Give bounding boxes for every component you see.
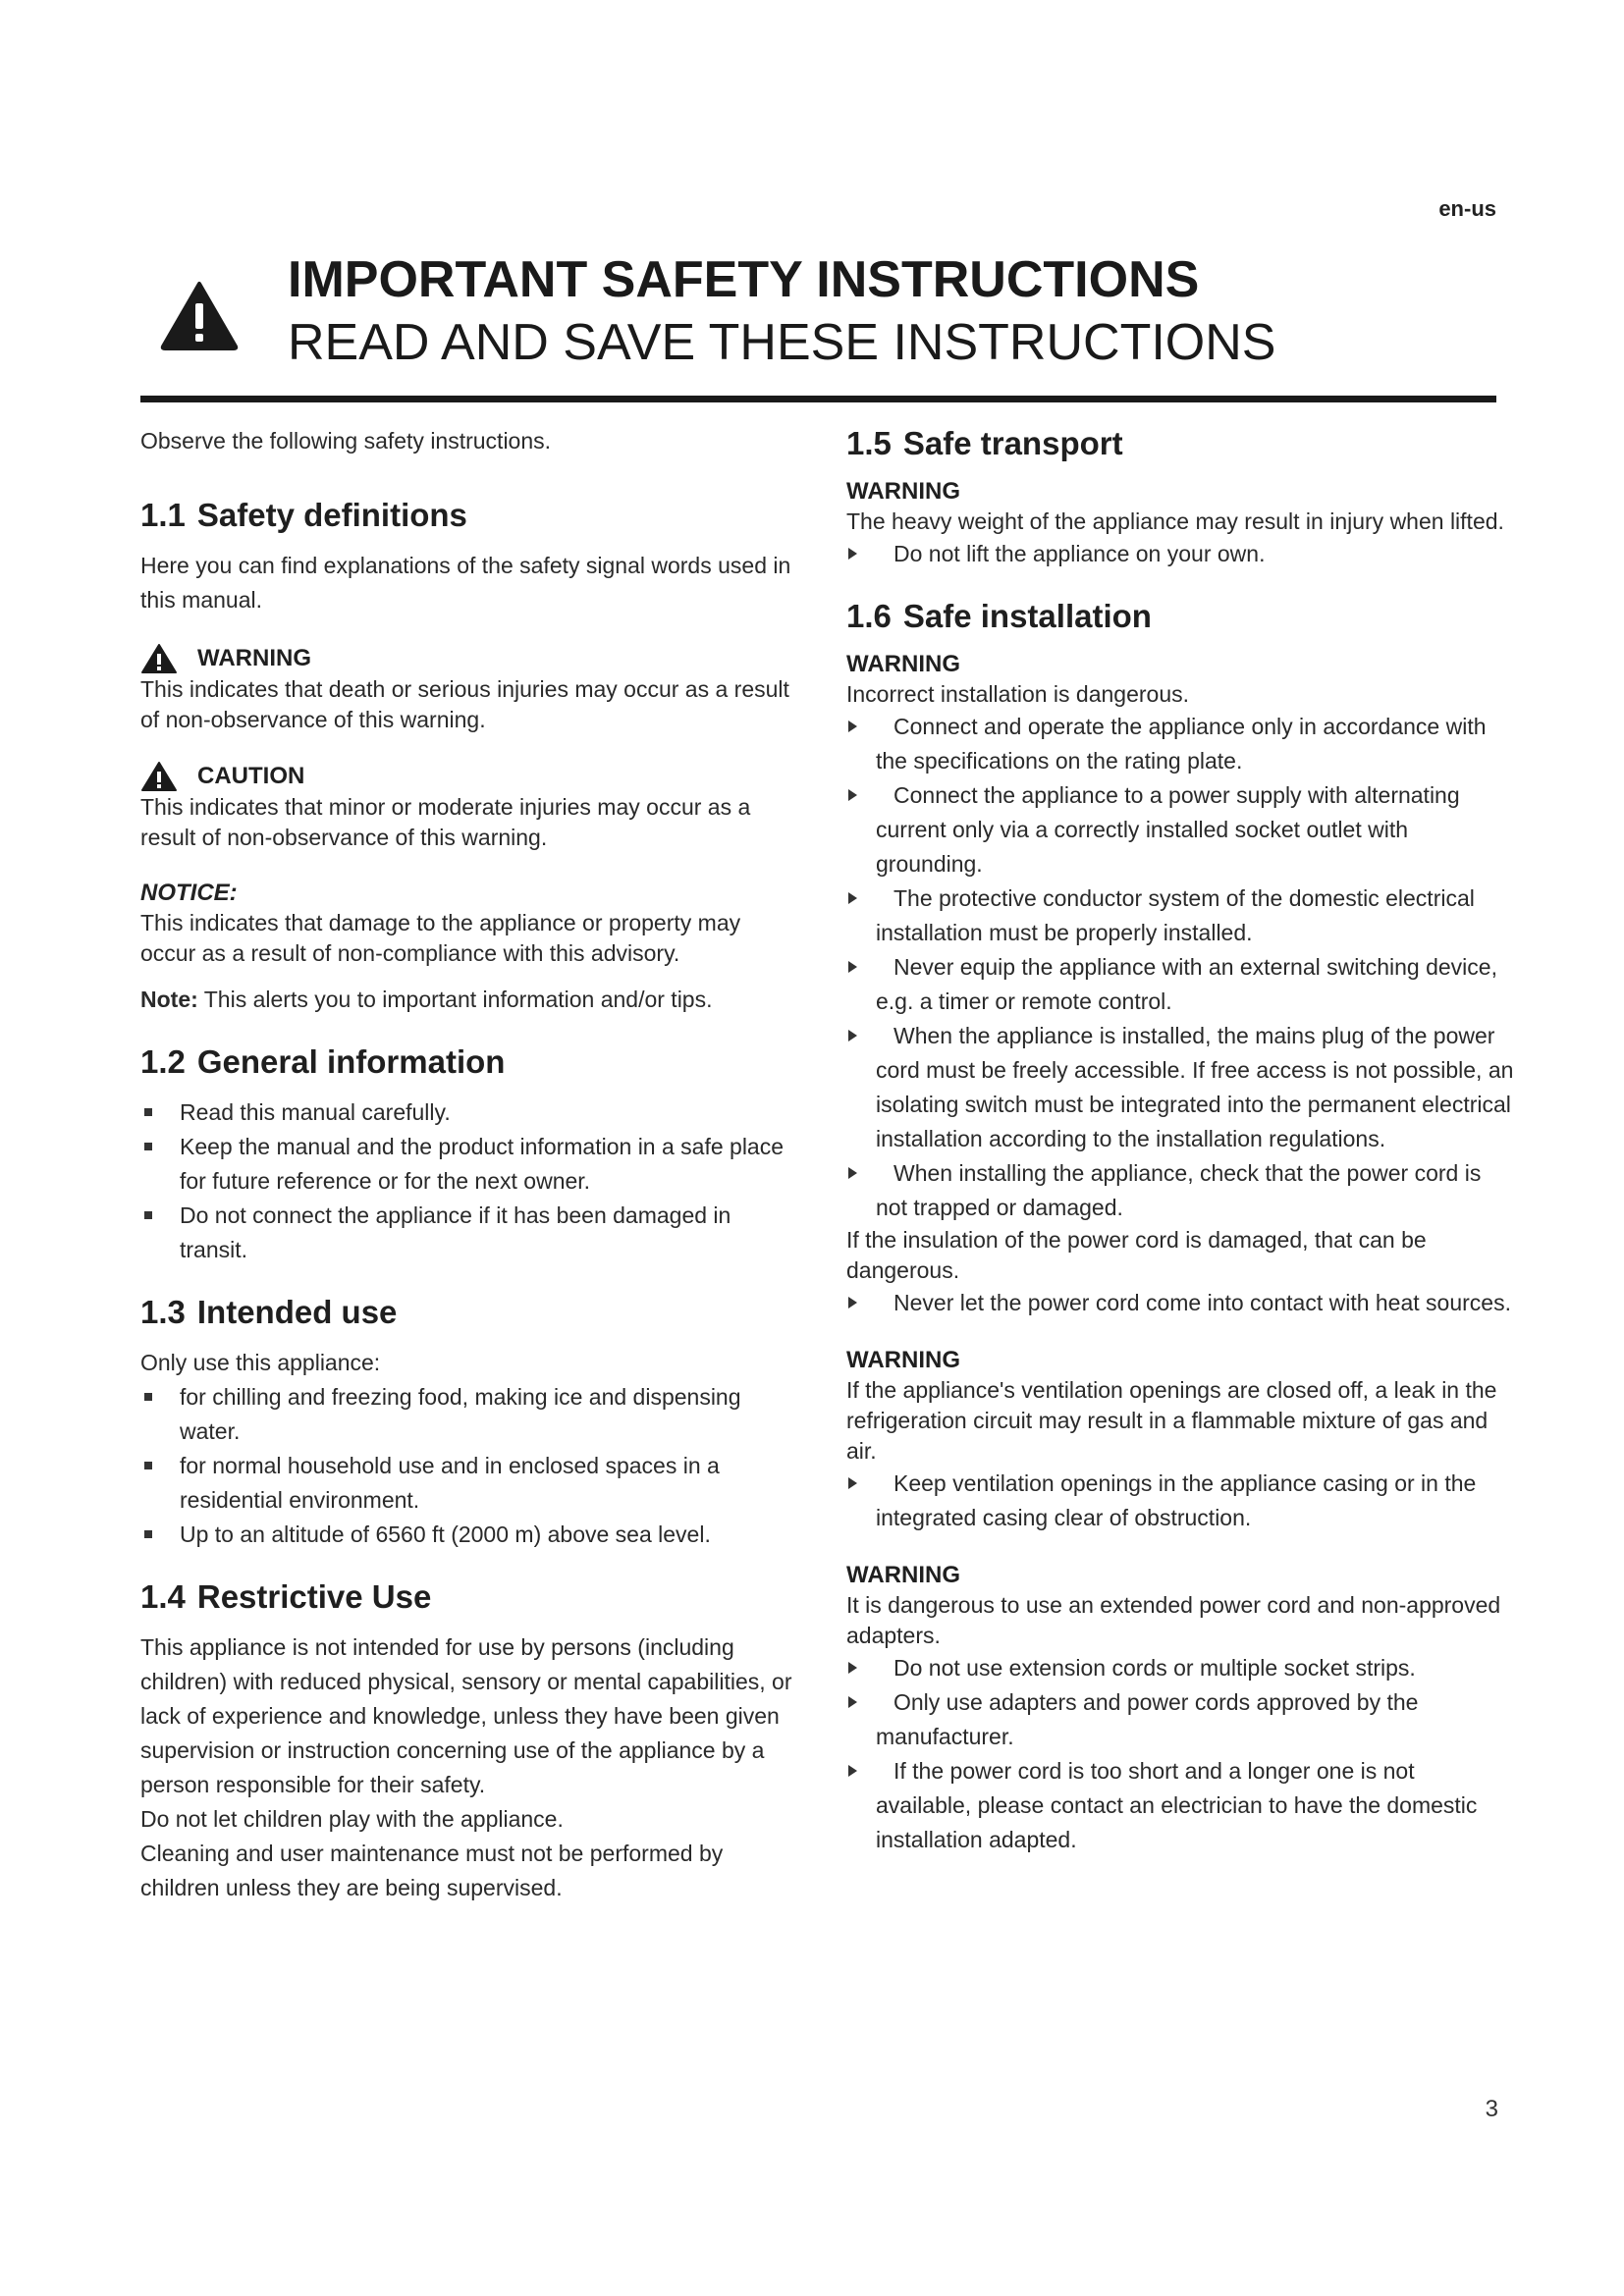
paragraph: Here you can find explanations of the safety signal words used in this manual. — [140, 553, 791, 613]
arrow-list — [846, 1286, 1514, 1320]
bullet-list — [140, 1095, 798, 1267]
paragraph: This indicates that minor or moderate injuries may occur as a result of non-observance of this warning. — [140, 794, 751, 850]
page-number: 3 — [1485, 2096, 1498, 2122]
warning-triangle-icon — [140, 761, 178, 792]
paragraph: If the insulation of the power cord is damaged, that can be dangerous. — [846, 1227, 1427, 1283]
page-subtitle: READ AND SAVE THESE INSTRUCTIONS — [288, 314, 1276, 371]
list-item: for chilling and freezing food, making ice and dispensing water. — [140, 1380, 798, 1449]
section-heading: 1.3 Intended use — [140, 1294, 398, 1330]
list-item: Only use adapters and power cords approved by the manufacturer. — [846, 1685, 1514, 1754]
left-column — [140, 424, 798, 1905]
warning-label: WARNING — [846, 651, 960, 677]
paragraph: This appliance is not intended for use by persons (including children) with reduced physical, sensory or mental capabilities, or lack of experience and knowledge, unless they have been given supervision or instruction concerning use of the appliance by a person responsible for their safety. — [140, 1634, 792, 1797]
bullet-list — [140, 1380, 798, 1552]
paragraph: This indicates that death or serious injuries may occur as a result of non-observance of this warning. — [140, 676, 789, 732]
right-column — [846, 424, 1514, 1857]
list-item: Keep ventilation openings in the appliance casing or in the integrated casing clear of obstruction. — [846, 1467, 1514, 1535]
list-item: Connect and operate the appliance only in accordance with the specifications on the rating plate. — [846, 710, 1514, 778]
paragraph: If the appliance's ventilation openings are closed off, a leak in the refrigeration circuit may result in a flammable mixture of gas and air. — [846, 1377, 1497, 1464]
warning-label: WARNING — [846, 1562, 960, 1588]
section-heading: 1.4 Restrictive Use — [140, 1578, 432, 1615]
list-item: Never equip the appliance with an external switching device, e.g. a timer or remote control. — [846, 950, 1514, 1019]
paragraph: Only use this appliance: — [140, 1350, 381, 1375]
list-item: Do not connect the appliance if it has been damaged in transit. — [140, 1199, 798, 1267]
section-heading: 1.2 General information — [140, 1043, 506, 1080]
list-item: Do not use extension cords or multiple socket strips. — [846, 1651, 1514, 1685]
section-heading: 1.1 Safety definitions — [140, 497, 467, 533]
list-item: Up to an altitude of 6560 ft (2000 m) above sea level. — [140, 1518, 798, 1552]
warning-triangle-icon — [140, 643, 178, 674]
paragraph: The heavy weight of the appliance may result in injury when lifted. — [846, 508, 1504, 534]
page-title: IMPORTANT SAFETY INSTRUCTIONS — [288, 251, 1200, 308]
list-item: Read this manual carefully. — [140, 1095, 798, 1130]
language-code: en-us — [1438, 196, 1496, 221]
arrow-list — [846, 710, 1514, 1225]
list-item: Never let the power cord come into contact with heat sources. — [846, 1286, 1514, 1320]
paragraph: Cleaning and user maintenance must not be performed by children unless they are being supervised. — [140, 1841, 724, 1900]
list-item: When installing the appliance, check that the power cord is not trapped or damaged. — [846, 1156, 1514, 1225]
intro-text: Observe the following safety instructions. — [140, 428, 552, 454]
list-item: for normal household use and in enclosed spaces in a residential environment. — [140, 1449, 798, 1518]
warning-label: WARNING — [140, 643, 798, 674]
caution-label: CAUTION — [140, 761, 798, 792]
warning-label: WARNING — [846, 478, 960, 505]
paragraph: Incorrect installation is dangerous. — [846, 681, 1190, 707]
list-item: When the appliance is installed, the mains plug of the power cord must be freely accessible. If free access is not possible, an isolating switch must be integrated into the permanent electrical installation according to the installation regulations. — [846, 1019, 1514, 1156]
paragraph: Do not let children play with the appliance. — [140, 1806, 564, 1832]
section-heading: 1.6 Safe installation — [846, 598, 1152, 634]
page-header — [140, 250, 1495, 398]
arrow-list — [846, 537, 1514, 571]
section-heading: 1.5 Safe transport — [846, 425, 1123, 461]
warning-label: WARNING — [846, 1347, 960, 1373]
arrow-list — [846, 1651, 1514, 1857]
list-item: Do not lift the appliance on your own. — [846, 537, 1514, 571]
list-item: The protective conductor system of the domestic electrical installation must be properly installed. — [846, 881, 1514, 950]
note-paragraph: Note: This alerts you to important information and/or tips. — [140, 987, 713, 1012]
paragraph: It is dangerous to use an extended power cord and non-approved adapters. — [846, 1592, 1501, 1648]
list-item: Connect the appliance to a power supply with alternating current only via a correctly installed socket outlet with grounding. — [846, 778, 1514, 881]
header-divider — [140, 396, 1496, 402]
notice-label: NOTICE: — [140, 880, 238, 906]
warning-triangle-icon — [160, 280, 239, 350]
list-item: If the power cord is too short and a longer one is not available, please contact an electrician to have the domestic installation adapted. — [846, 1754, 1514, 1857]
list-item: Keep the manual and the product information in a safe place for future reference or for the next owner. — [140, 1130, 798, 1199]
paragraph: This indicates that damage to the appliance or property may occur as a result of non-compliance with this advisory. — [140, 910, 741, 966]
arrow-list — [846, 1467, 1514, 1535]
